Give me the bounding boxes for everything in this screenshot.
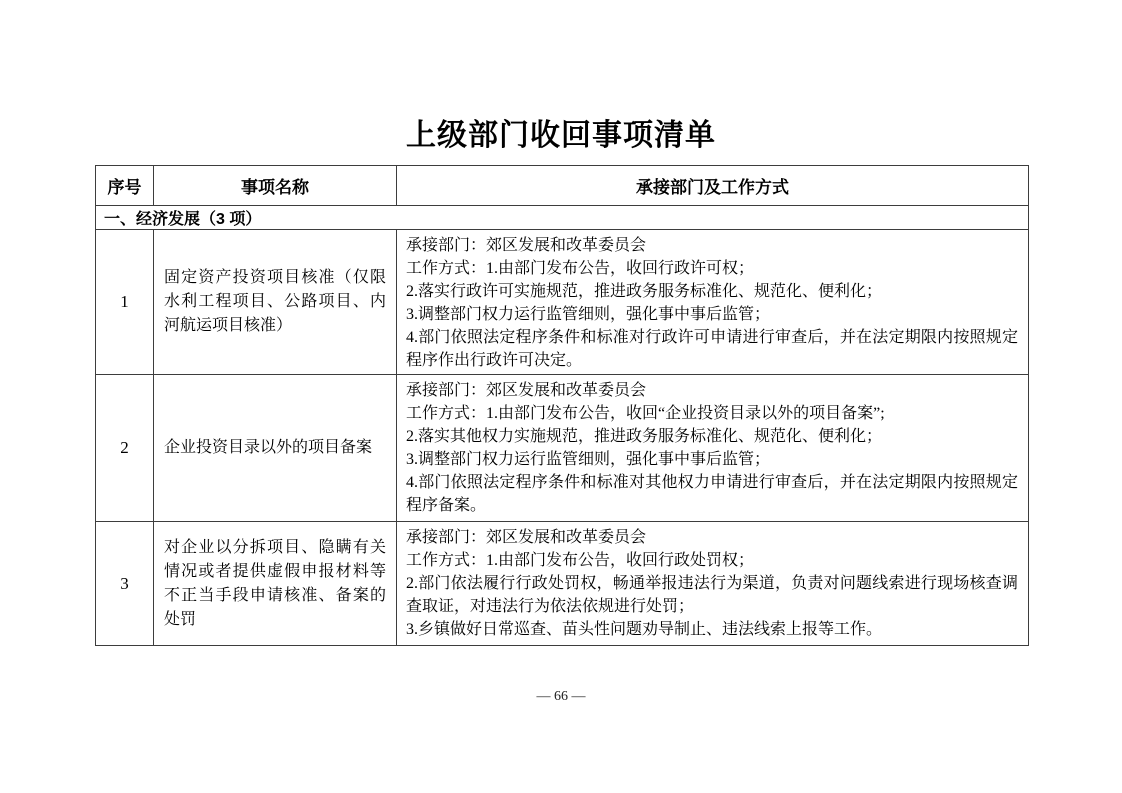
method-line: 工作方式：1.由部门发布公告，收回“企业投资目录以外的项目备案”;: [406, 405, 885, 422]
item-name-cell: [153, 522, 396, 645]
column-header-department: 承接部门及工作方式: [396, 166, 1028, 205]
item-name-cell: [153, 230, 396, 374]
method-line: 工作方式：1.由部门发布公告，收回行政处罚权；: [406, 552, 755, 569]
table-header-row: [96, 166, 1028, 205]
table-row: [96, 229, 1028, 374]
row-number: 1: [120, 292, 129, 311]
item-methods-cell: [396, 230, 1028, 374]
method-line: 2.部门依法履行行政处罚权，畅通举报违法行为渠道，负责对问题线索进行现场核查调查取证，对违法行为依法依规进行处罚；: [406, 575, 1018, 615]
table-row: [96, 521, 1028, 645]
item-name-cell: [153, 375, 396, 521]
method-line: 2.落实行政许可实施规范，推进政务服务标准化、规范化、便利化；: [406, 283, 883, 300]
column-header-item-name: 事项名称: [153, 166, 396, 205]
item-methods-cell: [396, 522, 1028, 645]
method-line: 工作方式：1.由部门发布公告，收回行政许可权；: [406, 260, 755, 277]
method-line: 4.部门依照法定程序条件和标准对其他权力申请进行审查后，并在法定期限内按照规定程序备案。: [406, 474, 1018, 514]
column-header-number: 序号: [107, 178, 142, 197]
method-line: 3.调整部门权力运行监管细则，强化事中事后监管；: [406, 306, 771, 323]
item-methods-cell: [396, 375, 1028, 521]
method-line: 承接部门：郊区发展和改革委员会: [406, 237, 647, 254]
method-line: 3.乡镇做好日常巡查、苗头性问题劝导制止、违法线索上报等工作。: [406, 621, 883, 638]
method-line: 4.部门依照法定程序条件和标准对行政许可申请进行审查后，并在法定期限内按照规定程序作出行政许可决定。: [406, 329, 1018, 369]
item-name: 对企业以分拆项目、隐瞒有关情况或者提供虚假申报材料等不正当手段申请核准、备案的处罚: [164, 538, 386, 628]
row-number: 3: [120, 573, 129, 593]
table-row: [96, 374, 1028, 521]
item-name: 企业投资目录以外的项目备案: [164, 439, 373, 456]
section-row: [96, 205, 1028, 229]
page-number: — 66 —: [536, 689, 586, 704]
method-line: 2.落实其他权力实施规范，推进政务服务标准化、规范化、便利化；: [406, 428, 883, 445]
items-table: [95, 165, 1029, 646]
method-line: 承接部门：郊区发展和改革委员会: [406, 529, 647, 546]
row-number: 2: [120, 438, 129, 457]
method-line: 3.调整部门权力运行监管细则，强化事中事后监管；: [406, 451, 771, 468]
section-header: 一、经济发展（3 项）: [104, 211, 262, 228]
page-title: 上级部门收回事项清单: [406, 119, 716, 152]
method-line: 承接部门：郊区发展和改革委员会: [406, 382, 647, 399]
item-name: 固定资产投资项目核准（仅限水利工程项目、公路项目、内河航运项目核准）: [164, 269, 386, 334]
